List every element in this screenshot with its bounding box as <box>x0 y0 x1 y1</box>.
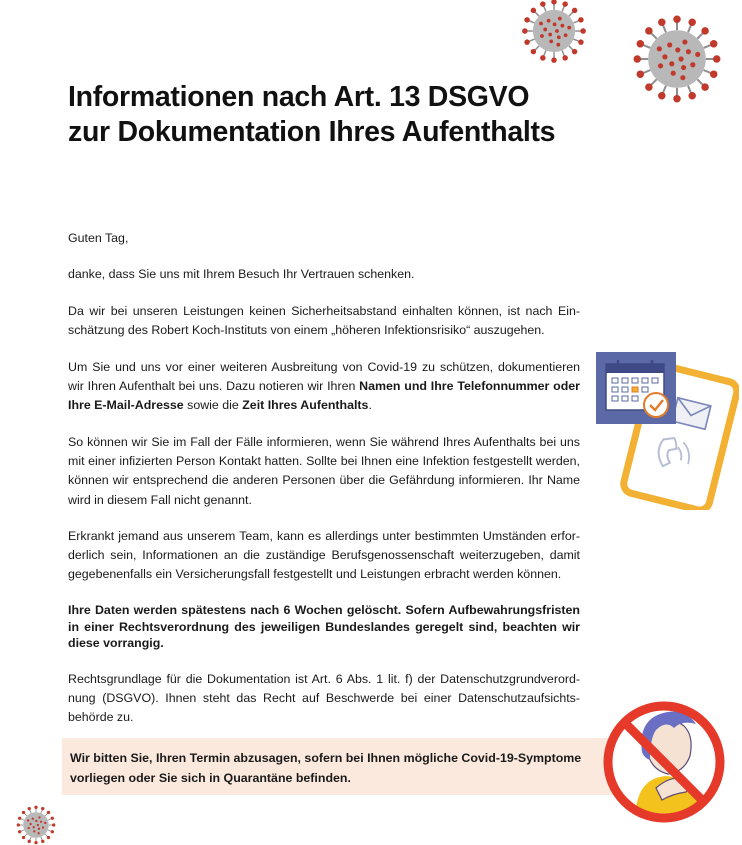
protect-bold-contact: Namen und Ihre Telefonnummer oder Ihre E-Mail-Adresse <box>68 379 580 413</box>
smartphone-contact-icon <box>594 350 739 510</box>
paragraph-deletion: Ihre Daten werden spätestens nach 6 Wochen gelöscht. Sofern Aufbewahrungsfristen in einer Rechtsverordnung des jeweiligen Bundeslandes geregelt sind, beachten wir diese vorrangig. <box>68 603 580 650</box>
virus-body <box>17 806 56 845</box>
coronavirus-icon <box>630 14 724 104</box>
protect-text-2: sowie die <box>183 398 243 413</box>
notice-text: Wir bitten Sie, Ihren Termin abzusagen, sofern bei Ihnen mögliche Covid-19-Symptome vorliegen oder Sie sich in Quarantäne befinden. <box>70 751 582 785</box>
virus-body <box>522 0 586 63</box>
virus-body <box>634 16 721 103</box>
protect-text-3: . <box>368 398 372 413</box>
notice-box <box>62 738 628 795</box>
paragraph-protect <box>68 358 580 416</box>
prohibited-icon <box>598 696 732 830</box>
coronavirus-icon <box>520 0 588 64</box>
paragraph-thanks: danke, dass Sie uns mit Ihrem Besuch Ihr Vertrauen schenken. <box>68 267 415 281</box>
page-title <box>68 80 555 150</box>
calendar-check-icon <box>596 352 676 424</box>
paragraph-team: Erkrankt jemand aus unserem Team, kann es allerdings unter bestimmten Umständen erfor-derlich sein, Informationen an die zuständige Berufsgenossenschaft weiterzugeben, damit gegebenenfalls ein Versicherungsfall festgestellt und Leistungen erbracht werden können. <box>68 529 580 582</box>
protect-bold-time: Zeit Ihres Aufenthalts <box>242 398 369 413</box>
paragraph-inform: So können wir Sie im Fall der Fälle informieren, wenn Sie während Ihres Aufenthalts bei uns mit einer infizierten Person Kontakt hatten. Sollte bei Ihnen eine Infektion festgestellt werden, können wir entsprechend die anderen Personen über die Gefährdung informieren. Ihr Name wird in diesem Fall nicht genannt. <box>68 435 580 507</box>
greeting: Guten Tag, <box>68 231 129 245</box>
title-line-1: Informationen nach Art. 13 DSGVO <box>68 81 530 113</box>
paragraph-legal: Rechtsgrundlage für die Dokumentation ist Art. 6 Abs. 1 lit. f) der Datenschutzgrundverord-nung (DSGVO). Ihnen steht das Recht auf Beschwerde bei einer Datenschutzaufsichts-behörde zu. <box>68 672 580 725</box>
title-line-2: zur Dokumentation Ihres Aufenthalts <box>68 116 556 148</box>
coronavirus-icon <box>12 805 60 845</box>
protect-text-1: Um Sie und uns vor einer weiteren Ausbreitung von Covid-19 zu schützen, dokumentieren wir Ihren Aufenthalt bei uns. Dazu notieren wir Ihren <box>68 360 580 394</box>
paragraph-distance: Da wir bei unseren Leistungen keinen Sicherheitsabstand einhalten können, ist nach Ein-schätzung des Robert Koch-Instituts von einem „höheren Infektionsrisiko“ auszugehen. <box>68 304 580 338</box>
